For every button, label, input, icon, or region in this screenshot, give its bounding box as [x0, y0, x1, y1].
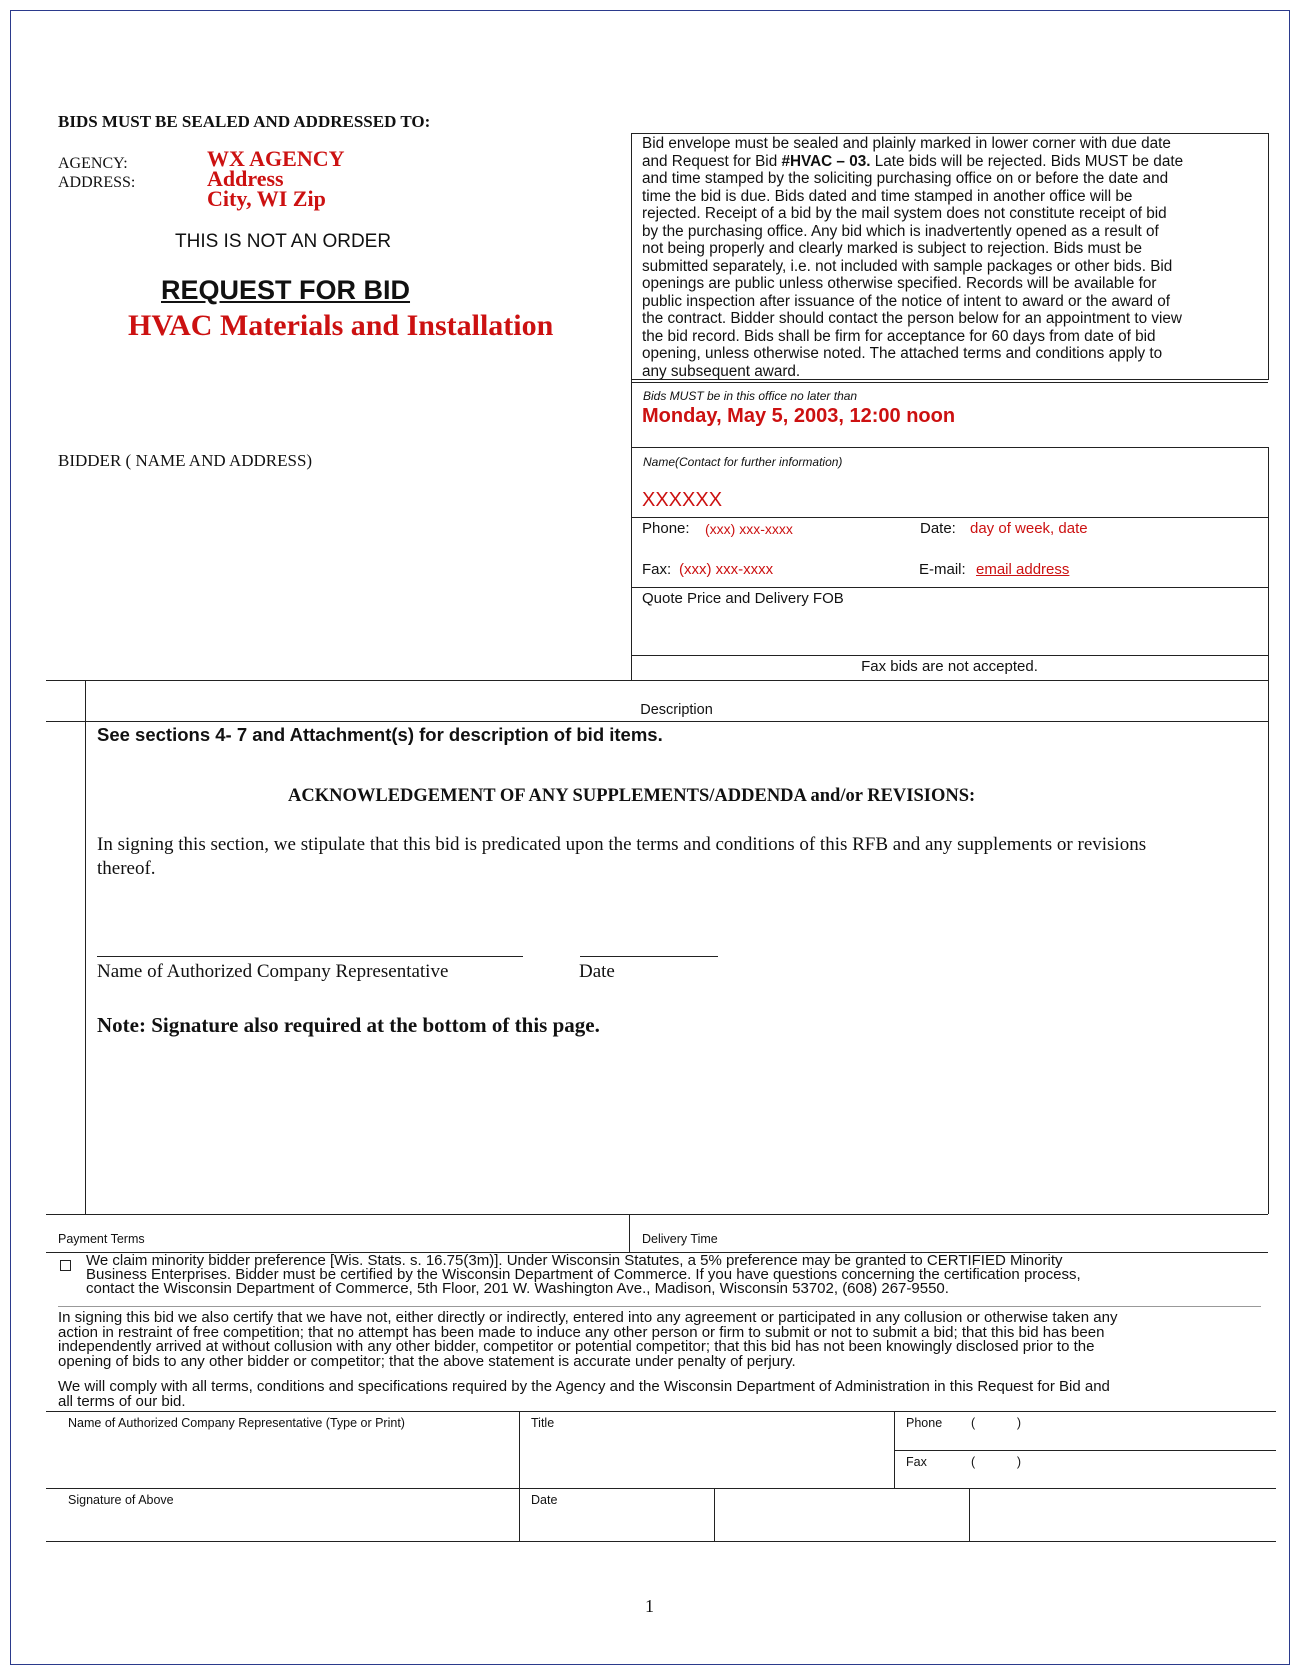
email-link[interactable]: email address	[976, 561, 1070, 578]
rep-name-label: Name of Authorized Company Representative	[97, 961, 449, 982]
instruction-line: not being properly and clearly marked is subject to rejection. Bids must be	[642, 240, 1142, 257]
deadline-label: Bids MUST be in this office no later than	[643, 389, 858, 403]
sig-fax-label: Fax	[906, 1455, 927, 1469]
fax-label: Fax:	[642, 561, 672, 578]
rfb-title: REQUEST FOR BID	[161, 275, 411, 305]
instruction-line: the bid record. Bids shall be firm for acceptance for 60 days from date of bid	[642, 327, 1156, 345]
phone-label: Phone:	[642, 520, 690, 537]
instruction-line: public inspection after issuance of the notice of intent to award or the award of	[642, 292, 1171, 310]
sealed-heading: BIDS MUST BE SEALED AND ADDRESSED TO:	[58, 112, 431, 131]
stipulate-line-2: thereof.	[97, 858, 156, 879]
date-value: day of week, date	[970, 520, 1088, 537]
sig-date-label: Date	[531, 1493, 558, 1507]
rep-date-line	[580, 956, 718, 957]
deadline-value: Monday, May 5, 2003, 12:00 noon	[642, 405, 956, 427]
sig-phone-label: Phone	[906, 1416, 943, 1430]
sig-signature-label: Signature of Above	[68, 1493, 174, 1507]
compliance-text: We will comply with all terms, conditions and specifications required by the Agency and the Wisconsin Department of Administration in this Request for Bid and all terms of our bid.	[58, 1378, 1110, 1410]
rep-signature-line	[97, 956, 523, 957]
sig-phone-parens: ( )	[971, 1416, 1021, 1430]
contact-name-label: Name(Contact for further information)	[643, 455, 843, 469]
date-label: Date:	[920, 520, 956, 537]
stipulate-line-1: In signing this section, we stipulate that this bid is predicated upon the terms and conditions of this RFB and any supplements or revisions	[97, 834, 1147, 855]
instruction-line: openings are public unless otherwise specified. Records will be available for	[642, 275, 1157, 292]
rfb-subtitle: HVAC Materials and Installation	[128, 309, 554, 342]
rep-date-label: Date	[579, 961, 615, 982]
bid-number: #HVAC – 03.	[781, 152, 871, 170]
sig-fax-parens: ( )	[971, 1455, 1021, 1469]
fob-label: Quote Price and Delivery FOB	[642, 590, 844, 607]
agency-value: WX AGENCY	[207, 146, 345, 171]
instruction-line: the contract. Bidder should contact the person below for an appointment to view	[642, 310, 1182, 327]
minority-preference-checkbox[interactable]	[60, 1260, 71, 1271]
instructions-block	[642, 135, 1262, 380]
instruction-line: rejected. Receipt of a bid by the mail system does not constitute receipt of bid	[642, 205, 1167, 222]
instruction-line: time the bid is due. Bids dated and time stamped in another office will be	[642, 187, 1133, 205]
city-value: City, WI Zip	[207, 186, 326, 211]
delivery-time-label: Delivery Time	[642, 1232, 718, 1246]
sig-name-label: Name of Authorized Company Representative (Type or Print)	[68, 1416, 405, 1430]
instruction-line: by the purchasing office. Any bid which is inadvertently opened as a result of	[642, 222, 1159, 240]
instruction-line: opening, unless otherwise noted. The attached terms and conditions apply to	[642, 345, 1163, 362]
certification-text: In signing this bid we also certify that we have not, either directly or indirectly, entered into any agreement or participated in any collusion or otherwise taken any action in restraint of free competition; that no attempt has been made to induce any other person or firm to submit or not to submit a bid; that this bid has been independently arrived at without collusion with any other bidder, competitor or potential competitor; that this bid has not been knowingly disclosed prior to the opening of bids to any other bidder or competitor; that the above statement is accurate under penalty of perjury.	[58, 1309, 1118, 1370]
email-label: E-mail:	[919, 561, 966, 578]
address-label: ADDRESS:	[58, 174, 136, 191]
description-header: Description	[640, 702, 713, 718]
instruction-line: any subsequent award.	[642, 362, 801, 380]
not-order-notice: THIS IS NOT AN ORDER	[175, 231, 392, 252]
address-value: Address	[207, 166, 284, 191]
contact-name-value: XXXXXX	[642, 489, 723, 511]
payment-terms-label: Payment Terms	[58, 1232, 145, 1246]
acknowledgement-heading: ACKNOWLEDGEMENT OF ANY SUPPLEMENTS/ADDENDA and/or REVISIONS:	[288, 786, 976, 806]
bidder-label: BIDDER ( NAME AND ADDRESS)	[58, 451, 313, 470]
sig-title-label: Title	[531, 1416, 555, 1430]
phone-value: (xxx) xxx-xxxx	[705, 521, 793, 537]
fax-value: (xxx) xxx-xxxx	[679, 561, 774, 578]
signature-note: Note: Signature also required at the bottom of this page.	[97, 1013, 600, 1037]
agency-label: AGENCY:	[58, 155, 128, 172]
minority-preference-text: We claim minority bidder preference [Wis. Stats. s. 16.75(3m)]. Under Wisconsin Statutes, a 5% preference may be granted to CERTIFIED Minority Business Enterprises. Bidder must be certified by the Wisconsin Department of Commerce. If you have questions concerning the certification process, contact the Wisconsin Department of Commerce, 5th Floor, 201 W. Washington Ave., Madison, Wisconsin 53702, (608) 267-9550.	[86, 1252, 1081, 1297]
instruction-line: Bid envelope must be sealed and plainly marked in lower corner with due date	[642, 135, 1171, 152]
instruction-line: submitted separately, i.e. not included with sample packages or other bids. Bid	[642, 257, 1173, 275]
instruction-line: and Request for Bid #HVAC – 03. Late bids will be rejected. Bids MUST be date	[642, 152, 1184, 170]
fax-notice: Fax bids are not accepted.	[861, 658, 1038, 675]
see-sections-note: See sections 4- 7 and Attachment(s) for description of bid items.	[97, 724, 663, 745]
instruction-line: and time stamped by the soliciting purchasing office on or before the date and	[642, 170, 1169, 187]
page-number: 1	[645, 1596, 654, 1616]
